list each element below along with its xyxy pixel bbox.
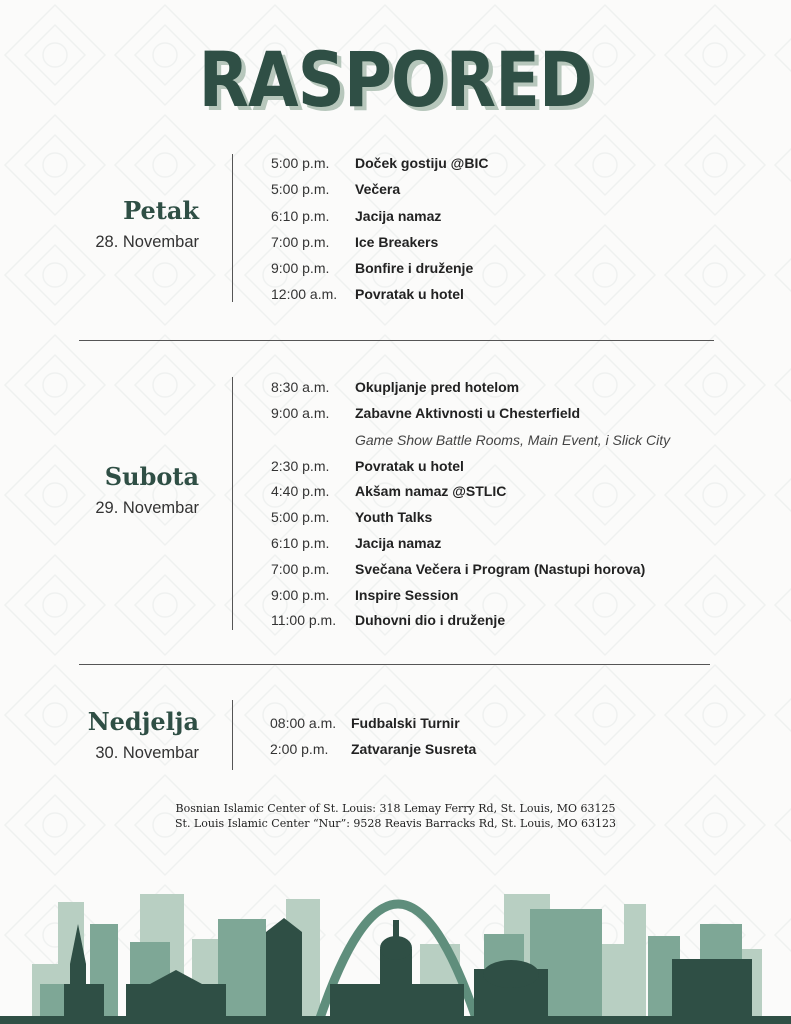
schedule-item: 2:30 p.m. Povratak u hotel (271, 458, 464, 474)
day-name: Subota (104, 462, 199, 491)
section-divider (79, 340, 714, 341)
schedule-item: 5:00 p.m. Večera (271, 181, 401, 197)
divider-vertical (232, 154, 233, 302)
day-label-nedjelja (49, 707, 199, 763)
page-title: RASPORED (198, 35, 593, 124)
schedule-item: 5:00 p.m. Youth Talks (271, 509, 433, 525)
day-name: Petak (123, 196, 199, 225)
address-line: St. Louis Islamic Center “Nur”: 9528 Reavis Barracks Rd, St. Louis, MO 63123 (174, 817, 616, 830)
schedule-item-note: Game Show Battle Rooms, Main Event, i Slick City (355, 432, 671, 448)
schedule-item: 8:30 a.m. Okupljanje pred hotelom (271, 379, 520, 395)
day-date: 30. Novembar (95, 744, 199, 762)
schedule-item: 5:00 p.m. Doček gostiju @BIC (271, 155, 489, 171)
day-date: 29. Novembar (95, 499, 199, 517)
divider-vertical (232, 700, 233, 770)
st-louis-skyline-illustration (0, 824, 791, 1024)
schedule-item: 7:00 p.m. Svečana Večera i Program (Nastupi horova) (271, 561, 646, 577)
schedule-item: 6:10 p.m. Jacija namaz (271, 535, 442, 551)
schedule-item: 4:40 p.m. Akšam namaz @STLIC (271, 483, 507, 499)
schedule-item: 7:00 p.m. Ice Breakers (271, 234, 439, 250)
schedule-item: 12:00 a.m. Povratak u hotel (271, 286, 464, 302)
address-line: Bosnian Islamic Center of St. Louis: 318 Lemay Ferry Rd, St. Louis, MO 63125 (175, 802, 616, 815)
day-date: 28. Novembar (95, 233, 199, 251)
day-label-subota (49, 462, 199, 518)
schedule-item: 6:10 p.m. Jacija namaz (271, 208, 442, 224)
schedule-item: 9:00 p.m. Bonfire i druženje (271, 260, 474, 276)
section-divider (79, 664, 710, 665)
divider-vertical (232, 377, 233, 630)
day-label-petak (49, 196, 199, 252)
schedule-item: 11:00 p.m. Duhovni dio i druženje (271, 612, 506, 628)
schedule-item: 9:00 p.m. Inspire Session (271, 587, 459, 603)
schedule-item: 9:00 a.m. Zabavne Aktivnosti u Chesterfield (271, 405, 581, 421)
schedule-item: 08:00 a.m. Fudbalski Turnir (270, 715, 460, 731)
schedule-item: 2:00 p.m. Zatvaranje Susreta (270, 741, 477, 757)
day-name: Nedjelja (87, 707, 199, 736)
